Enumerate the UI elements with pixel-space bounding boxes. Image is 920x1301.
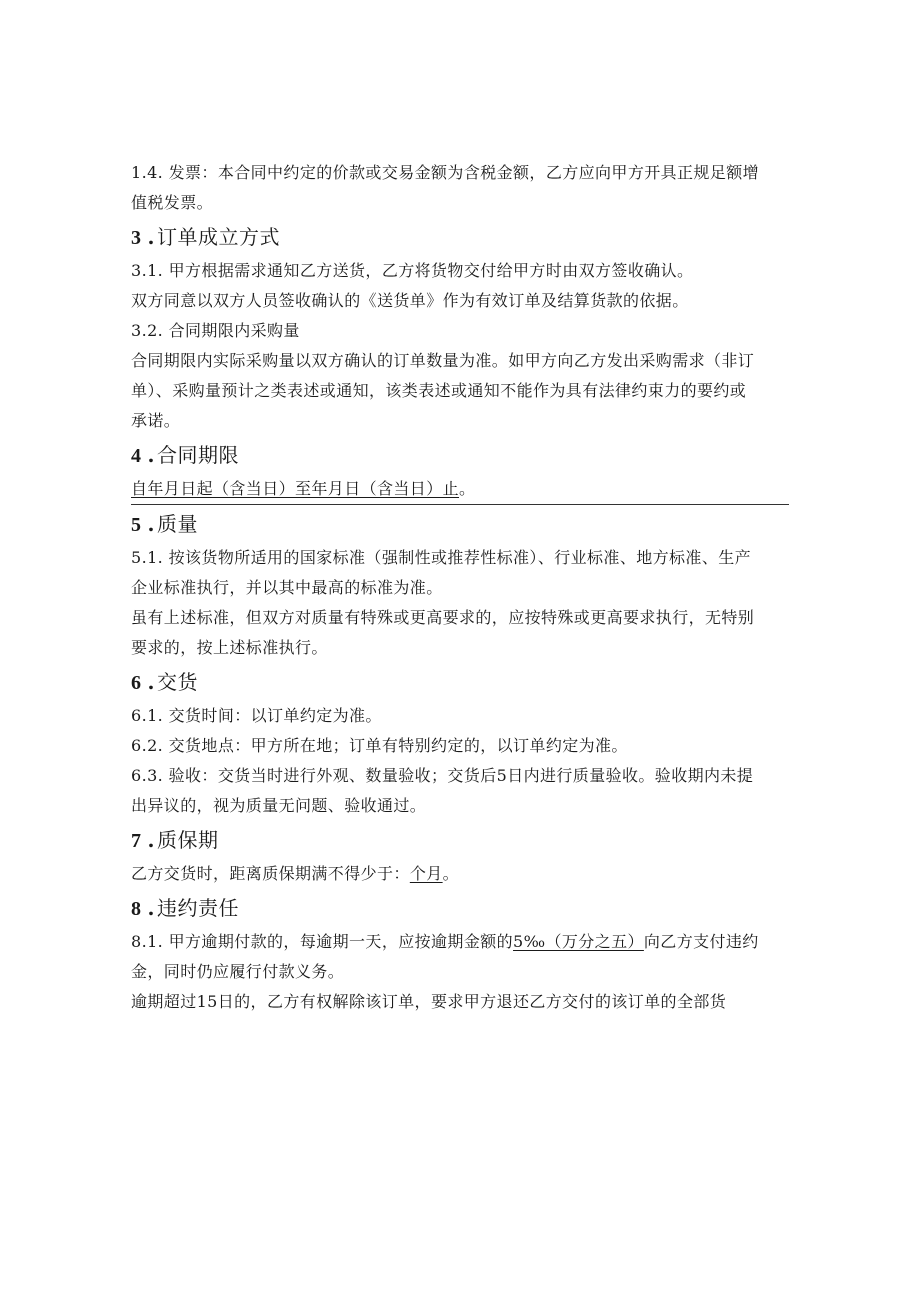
- clause-6-1: 6.1. 交货时间：以订单约定为准。: [131, 706, 382, 725]
- clause-3-1-paragraph: 双方同意以双方人员签收确认的《送货单》作为有效订单及结算货款的依据。: [131, 291, 689, 310]
- contract-term-underlined: 自年月日起（含当日）至年月日（含当日）止: [131, 479, 460, 498]
- clause-3-2-line-1: 合同期限内实际采购量以双方确认的订单数量为准。如甲方向乙方发出采购需求（非订: [131, 351, 755, 370]
- clause-5-2-line-1: 虽有上述标准，但双方对质量有特殊或更高要求的，应按特殊或更高要求执行，无特别: [131, 608, 755, 627]
- contract-term-text: [131, 474, 789, 505]
- clause-6-3-line-2: 出异议的，视为质量无问题、验收通过。: [131, 796, 427, 815]
- section-7-heading: [131, 823, 791, 858]
- section-6-heading: [131, 665, 791, 700]
- section-4-dot: .: [147, 443, 155, 467]
- section-6-dot: .: [147, 670, 155, 694]
- clause-6-3-line-1: 6.3. 验收：交货当时进行外观、数量验收；交货后5日内进行质量验收。验收期内未提: [131, 766, 754, 785]
- clause-5-2-line-2: 要求的，按上述标准执行。: [131, 638, 328, 657]
- section-5-dot: .: [147, 512, 155, 536]
- section-4-number: 4: [131, 445, 142, 467]
- warranty-head: 乙方交货时，距离质保期满不得少于：: [131, 864, 410, 883]
- section-7-dot: .: [147, 828, 155, 852]
- section-4-heading: [131, 438, 791, 473]
- section-6-title: 交货: [156, 670, 198, 694]
- clause-8-1-head: 8.1. 甲方逾期付款的，每逾期一天，应按逾期金额的: [131, 932, 514, 951]
- section-3-number: 3: [131, 227, 142, 249]
- clause-8-1-tail: 向乙方支付违约: [643, 932, 759, 951]
- clause-5-1-line-2: 企业标准执行，并以其中最高的标准为准。: [131, 578, 443, 597]
- section-3-heading: [131, 220, 791, 255]
- section-3-title: 订单成立方式: [156, 225, 280, 249]
- section-5-number: 5: [131, 514, 142, 536]
- clause-3-2-line-2: 单）、采购量预计之类表述或通知，该类表述或通知不能作为具有法律约束力的要约或: [131, 381, 747, 400]
- clause-5-1-line-1: 5.1. 按该货物所适用的国家标准（强制性或推荐性标准）、行业标准、地方标准、生产: [131, 548, 752, 567]
- section-5-heading: [131, 507, 791, 542]
- penalty-rate-underlined: 5‰（万分之五）: [513, 932, 644, 951]
- contract-term-tail: 。: [459, 479, 476, 498]
- warranty-tail: 。: [442, 864, 460, 883]
- section-8-title: 违约责任: [156, 896, 239, 920]
- clause-6-2: 6.2. 交货地点：甲方所在地；订单有特别约定的，以订单约定为准。: [131, 736, 628, 755]
- section-8-heading: [131, 891, 791, 926]
- clause-3-2: 3.2. 合同期限内采购量: [131, 321, 300, 340]
- section-6-number: 6: [131, 672, 142, 694]
- clause-8-1-line-2: 金，同时仍应履行付款义务。: [131, 962, 345, 981]
- clause-1-4-line-2: 值税发票。: [131, 193, 214, 212]
- section-5-title: 质量: [156, 512, 198, 536]
- clause-1-4-line-1: 1.4. 发票：本合同中约定的价款或交易金额为含税金额，乙方应向甲方开具正规足额增: [131, 163, 760, 182]
- section-7-number: 7: [131, 830, 142, 852]
- clause-3-2-line-3: 承诺。: [131, 411, 181, 430]
- warranty-months-underlined: 个月: [409, 864, 443, 883]
- clause-8-2-line-1: 逾期超过15日的，乙方有权解除该订单，要求甲方退还乙方交付的该订单的全部货: [131, 992, 727, 1011]
- section-3-dot: .: [147, 225, 155, 249]
- warranty-text: [131, 859, 791, 889]
- clause-8-1-line-1: [131, 927, 791, 957]
- clause-3-1: 3.1. 甲方根据需求通知乙方送货，乙方将货物交付给甲方时由双方签收确认。: [131, 261, 694, 280]
- section-4-title: 合同期限: [156, 443, 239, 467]
- contract-page: [131, 158, 791, 1017]
- section-7-title: 质保期: [156, 828, 219, 852]
- section-8-number: 8: [131, 898, 142, 920]
- section-8-dot: .: [147, 896, 155, 920]
